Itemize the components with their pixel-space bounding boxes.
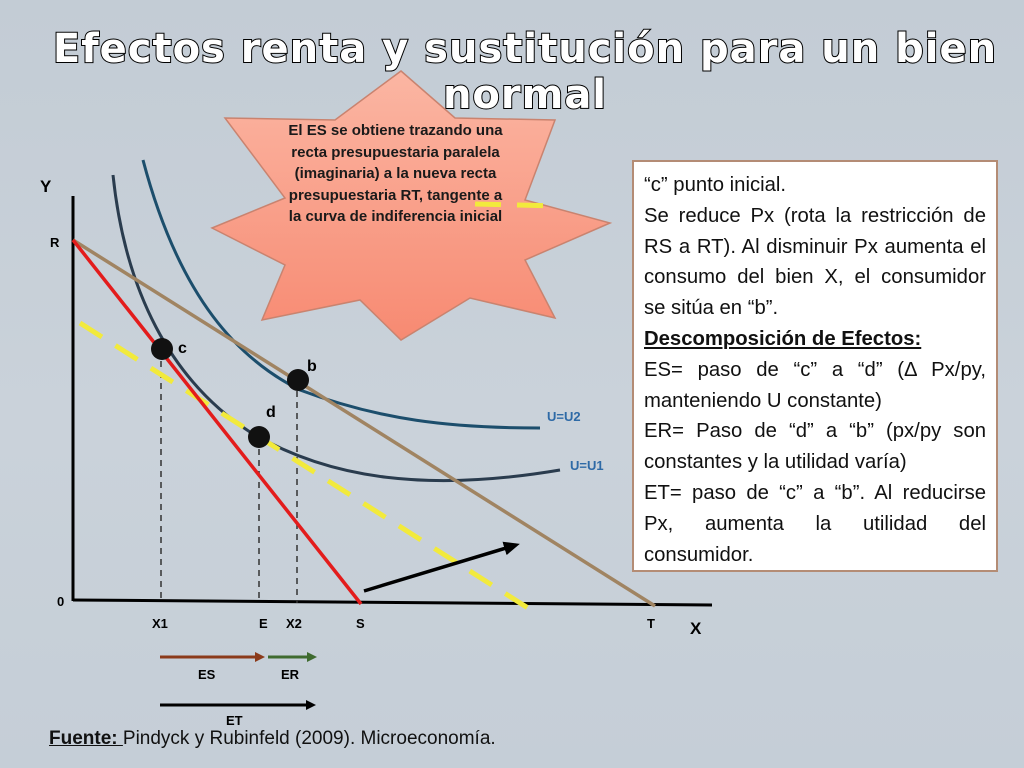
callout-text: El ES se obtiene trazando una recta presupuestaria paralela (imaginaria) a la nueva recta presupuestaria RT, tangente a la curva de indiferencia inicial <box>288 122 503 226</box>
slide-title: Efectos renta y sustitución para un bien normal <box>52 26 998 118</box>
info-heading: Descomposición de Efectos: <box>644 327 922 350</box>
point-b-marker <box>287 369 309 391</box>
tick-e: E <box>259 616 268 631</box>
et-label: ET <box>226 713 243 728</box>
point-d-marker <box>248 426 270 448</box>
source-label: Fuente: <box>49 728 123 749</box>
source-citation <box>49 728 496 750</box>
er-label: ER <box>281 667 300 682</box>
r-label: R <box>50 235 60 250</box>
point-c-marker <box>151 338 173 360</box>
compensated-budget-line <box>80 323 528 608</box>
tick-x2: X2 <box>286 616 302 631</box>
u1-label: U=U1 <box>570 458 604 473</box>
info-price-change: Se reduce Px (rota la restricción de RS a RT). Al disminuir Px aumenta el consumo del bien X, el consumidor se sitúa en “b”. <box>644 204 986 320</box>
x-axis <box>73 600 712 605</box>
tick-x1: X1 <box>152 616 168 631</box>
point-c-label: c <box>178 340 187 357</box>
source-text: Pindyck y Rubinfeld (2009). Microeconomía. <box>122 728 496 749</box>
u2-label: U=U2 <box>547 409 581 424</box>
origin-label: 0 <box>57 594 65 609</box>
info-et: ET= paso de “c” a “b”. Al reducirse Px, aumenta la utilidad del consumidor. <box>644 481 986 566</box>
info-es: ES= paso de “c” a “d” (Δ Px/py, manteniendo U constante) <box>644 358 986 412</box>
tick-t: T <box>647 616 655 631</box>
explanation-box <box>632 160 998 572</box>
y-axis-label: Y <box>40 177 52 196</box>
es-label: ES <box>198 667 216 682</box>
point-b-label: b <box>307 358 317 375</box>
x-axis-label: X <box>690 619 702 638</box>
point-d-label: d <box>266 404 276 421</box>
info-initial-point: “c” punto inicial. <box>644 174 787 196</box>
info-er: ER= Paso de “d” a “b” (px/py son constantes y la utilidad varía) <box>644 420 986 474</box>
tick-s: S <box>356 616 365 631</box>
